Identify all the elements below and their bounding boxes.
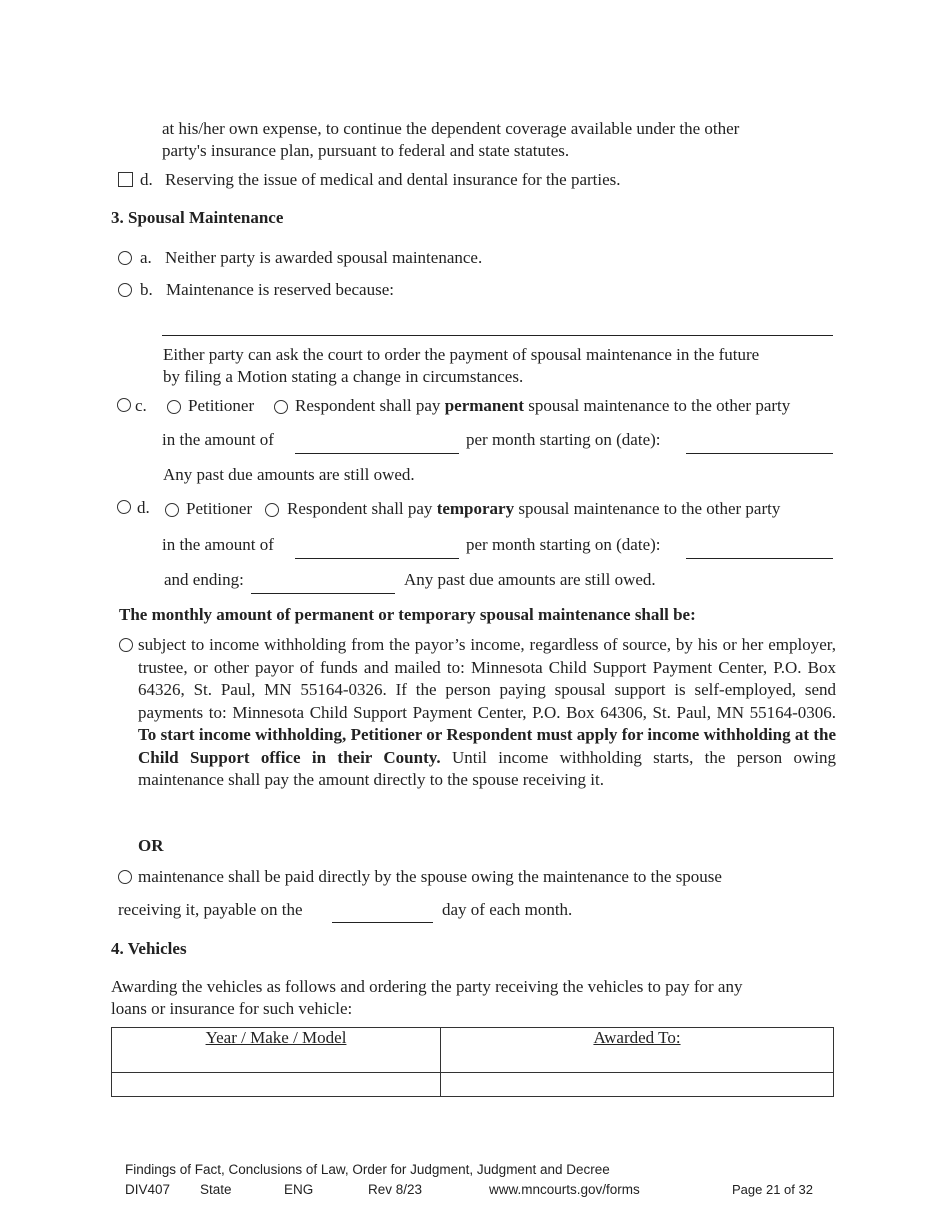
direct-text-pre: receiving it, payable on the [118, 900, 303, 919]
spousal-a-text: Neither party is awarded spousal maintenance. [165, 248, 483, 267]
spousal-c-letter: c. [135, 396, 147, 415]
vehicles-table [111, 1027, 834, 1097]
insurance-text-line1: at his/her own expense, to continue the dependent coverage available under the other [162, 119, 740, 138]
table-row [112, 1073, 834, 1097]
withholding-text-1: subject to income withholding from the payor’s income, regardless of source, by his or her employer, trustee, or other payor of funds and mailed to: Minnesota Child Support Payment Center, P.O. Box 64326, St. Paul, MN 55164-0326. If the person paying spousal support is self-employed, send payments to: Minnesota Child Support Payment Center, P.O. Box 64306, St. Paul, MN 55164-0306. [138, 635, 836, 722]
insurance-d-text: Reserving the issue of medical and dental insurance for the parties. [165, 170, 621, 189]
c-to-other: spousal maintenance to the other party [528, 396, 791, 415]
spousal-b-radio[interactable] [118, 283, 132, 297]
d-to-other: spousal maintenance to the other party [518, 499, 781, 518]
spousal-d-letter: d. [137, 498, 150, 517]
vehicles-intro-line2: loans or insurance for such vehicle: [111, 999, 353, 1018]
d-past-due: Any past due amounts are still owed. [404, 570, 656, 589]
footer-page-number: Page 21 of 32 [732, 1182, 813, 1197]
d-petitioner-label: Petitioner [186, 499, 253, 518]
vehicles-intro-line1: Awarding the vehicles as follows and ordering the party receiving the vehicles to pay for any [111, 977, 743, 996]
spousal-heading: 3. Spousal Maintenance [111, 208, 284, 227]
c-shall-pay: shall pay [379, 396, 441, 415]
d-clause [287, 498, 780, 520]
c-per-month-label: per month starting on (date): [466, 430, 661, 449]
c-amount-field[interactable] [295, 433, 459, 454]
monthly-heading: The monthly amount of permanent or temporary spousal maintenance shall be: [119, 605, 696, 624]
c-petitioner-label: Petitioner [188, 396, 255, 415]
d-per-month-label: per month starting on (date): [466, 535, 661, 554]
d-temporary: temporary [436, 499, 515, 518]
vehicles-heading: 4. Vehicles [111, 939, 187, 958]
d-petitioner-radio[interactable] [165, 503, 179, 517]
withholding-paragraph [138, 634, 836, 792]
spousal-a-radio[interactable] [118, 251, 132, 265]
col-year-make-model-label: Year / Make / Model [205, 1028, 347, 1047]
future-text-line2: by filing a Motion stating a change in circumstances. [163, 367, 524, 386]
direct-payment-radio[interactable] [118, 870, 132, 884]
direct-text-line1: maintenance shall be paid directly by the spouse owing the maintenance to the spouse [138, 867, 722, 886]
future-text-line1: Either party can ask the court to order the payment of spousal maintenance in the future [163, 345, 760, 364]
spousal-d-radio[interactable] [117, 500, 131, 514]
table-header-row [112, 1028, 834, 1073]
footer-title: Findings of Fact, Conclusions of Law, Order for Judgment, Judgment and Decree [125, 1162, 610, 1177]
col-awarded-to-label: Awarded To: [593, 1028, 681, 1047]
insurance-text-line2: party's insurance plan, pursuant to federal and state statutes. [162, 141, 570, 160]
payment-day-field[interactable] [332, 902, 433, 923]
d-ending-label: and ending: [164, 570, 244, 589]
footer-language: ENG [284, 1182, 314, 1197]
spousal-a-letter: a. [140, 248, 152, 267]
c-respondent-radio[interactable] [274, 400, 288, 414]
c-clause [295, 395, 790, 417]
c-amount-label: in the amount of [162, 430, 274, 449]
spousal-b-letter: b. [140, 280, 153, 299]
insurance-d-checkbox[interactable] [118, 172, 133, 187]
d-respondent-radio[interactable] [265, 503, 279, 517]
col-header-year-make-model [112, 1028, 441, 1073]
footer-state: State [200, 1182, 232, 1197]
spousal-b-text: Maintenance is reserved because: [166, 280, 394, 299]
direct-text-post: day of each month. [442, 900, 573, 919]
withholding-bold: To start income withholding, Petitioner or Respondent must apply for income withholding at the Child Support office in their County. [138, 725, 836, 767]
footer-revision: Rev 8/23 [368, 1182, 423, 1197]
reserved-reason-field[interactable] [162, 315, 833, 336]
col-header-awarded-to [441, 1028, 834, 1073]
awarded-to-cell[interactable] [441, 1073, 834, 1097]
d-end-date-field[interactable] [251, 573, 395, 594]
d-start-date-field[interactable] [686, 538, 833, 559]
withholding-text-2: Until income withholding starts, the person owing maintenance shall pay the amount directly to the spouse receiving it. [138, 747, 836, 789]
d-amount-field[interactable] [295, 538, 459, 559]
vehicle-cell[interactable] [112, 1073, 441, 1097]
or-label: OR [138, 836, 164, 855]
spousal-c-radio[interactable] [117, 398, 131, 412]
d-amount-label: in the amount of [162, 535, 274, 554]
d-respondent-label: Respondent [287, 499, 368, 518]
footer-url[interactable]: www.mncourts.gov/forms [489, 1182, 640, 1197]
c-respondent-label: Respondent [295, 396, 376, 415]
c-petitioner-radio[interactable] [167, 400, 181, 414]
insurance-d-letter: d. [140, 170, 153, 189]
d-shall-pay: shall pay [371, 499, 433, 518]
withholding-radio[interactable] [119, 638, 133, 652]
footer-form-number: DIV407 [125, 1182, 171, 1197]
c-permanent: permanent [444, 396, 525, 415]
c-past-due: Any past due amounts are still owed. [163, 465, 415, 484]
c-start-date-field[interactable] [686, 433, 833, 454]
